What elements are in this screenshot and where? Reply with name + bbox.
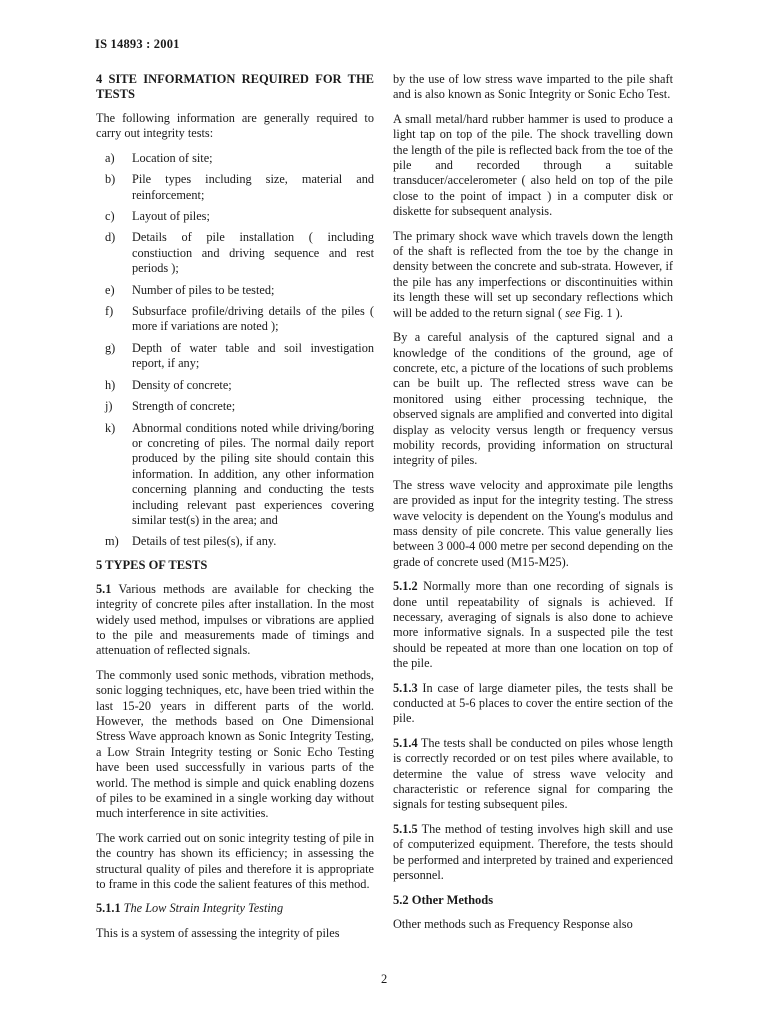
list-item [96, 172, 374, 203]
list-marker: f) [105, 304, 114, 319]
left-column [96, 72, 374, 950]
clause-text: The method of testing involves high skill and use of computerized equipment. Therefore, the tests should be performed and interpreted by trained and experienced personnel. [393, 821, 673, 883]
list-item [96, 209, 374, 224]
text-part: Fig. 1 ). [580, 305, 623, 320]
list-text: Strength of concrete; [132, 399, 236, 414]
list-item [96, 341, 374, 372]
clause-text: In case of large diameter piles, the tests shall be conducted at 5-6 places to cover the entire section of the pile. [393, 680, 673, 726]
text-part: The primary shock wave which travels down the length of the shaft is reflected from the toe by the change in density between the concrete and sub-strata. However, if the pile has any imperfections or discontinuities within its length these will set up secondary reflections which will be added to the return signal ( [393, 228, 673, 320]
clause-5-1 [96, 582, 374, 659]
list-marker: d) [105, 230, 116, 245]
list-item [96, 304, 374, 335]
list-text: Number of piles to be tested; [132, 282, 275, 297]
list-text: Layout of piles; [132, 209, 210, 224]
paragraph-sonic-echo: by the use of low stress wave imparted to the pile shaft and is also known as Sonic Integrity or Sonic Echo Test. [393, 72, 673, 102]
clause-number: 5.1 [96, 581, 112, 596]
list-item [96, 399, 374, 414]
clause-5-1-5 [393, 822, 673, 884]
clause-number: 5.1.2 [393, 579, 418, 594]
clause-text: The tests shall be conducted on piles whose length is correctly recorded or on test piles where available, to determine the value of stress wave velocity and characteristic or reference signal for comparing the signals for testing subsequent piles. [393, 735, 673, 812]
list-marker: b) [105, 172, 116, 187]
list-marker: e) [105, 282, 115, 297]
clause-5-1-3 [393, 681, 673, 727]
clause-number: 5.1.4 [393, 735, 418, 750]
clause-5-1-4 [393, 736, 673, 813]
list-text: Density of concrete; [132, 377, 232, 392]
document-code: IS 14893 : 2001 [95, 37, 180, 51]
list-marker: a) [105, 150, 115, 165]
right-column [393, 72, 673, 941]
clause-5-1-2 [393, 579, 673, 671]
paragraph-velocity: The stress wave velocity and approximate pile lengths are provided as input for the integrity testing. The stress wave velocity is dependent on the Young's modulus and mass density of pile concrete. This value generally lies between 3 000-4 000 metre per second depending on the grade of concrete used (M15-M25). [393, 477, 673, 569]
site-information-list [96, 151, 374, 550]
clause-number: 5.1.5 [393, 821, 418, 836]
paragraph-sonic-methods: The commonly used sonic methods, vibration methods, sonic logging techniques, etc, have been tried within the last 15-20 years in different parts of the world. However, the methods based on One Dimensional Stress Wave approach known as Sonic Integrity Testing, a Low Strain Integrity testing or Sonic Echo Testing have been used successfully in various parts of the world. The method is simple and quick enabling dozens of piles to be examined in a single working day without much interference in site activities. [96, 667, 374, 821]
list-text: Depth of water table and soil investigation report, if any; [132, 340, 374, 371]
list-item [96, 378, 374, 393]
list-item [96, 151, 374, 166]
paragraph-low-strain: This is a system of assessing the integrity of piles [96, 925, 340, 940]
clause-text: Normally more than one recording of signals is done until repeatability of signals is achieved. If necessary, averaging of signals is also done to achieve more informative signals. In a suspected pile the test should be repeated at more than one location on top of the pile. [393, 579, 673, 671]
clause-number: 5.1.3 [393, 680, 418, 695]
clause-text: Various methods are available for checking the integrity of concrete piles after installation. In the most widely used method, impulses or vibrations are applied to the pile and measurements made of timings and attenuation of reflected signals. [96, 581, 374, 658]
list-marker: g) [105, 340, 116, 355]
list-marker: k) [105, 420, 116, 435]
list-marker: c) [105, 209, 115, 224]
clause-5-1-1-heading [96, 901, 374, 916]
section-5-heading: 5 TYPES OF TESTS [96, 557, 208, 572]
list-item [96, 230, 374, 276]
list-text: Abnormal conditions noted while driving/boring or concreting of piles. The normal daily report produced by the piling site should contain this information. In addition, any other information concerning planning and conducting the tests including relevant past experiences covering similar test(s) in the area; and [132, 420, 374, 527]
list-item [96, 283, 374, 298]
list-marker: m) [105, 534, 119, 549]
list-item [96, 421, 374, 529]
page-number: 2 [381, 972, 388, 986]
section-4-intro: The following information are generally required to carry out integrity tests: [96, 111, 374, 141]
list-item [96, 534, 374, 549]
see-reference: see [565, 305, 581, 320]
list-marker: h) [105, 377, 116, 392]
list-text: Pile types including size, material and reinforcement; [132, 172, 374, 202]
paragraph-efficiency: The work carried out on sonic integrity testing of pile in the country has shown its efficiency; in assessing the structural quality of piles and therefore it is appropriate to frame in this code the salient features of this method. [96, 830, 374, 892]
paragraph-shock-wave [393, 229, 673, 321]
clause-title: The Low Strain Integrity Testing [123, 901, 284, 916]
clause-5-2-heading: 5.2 Other Methods [393, 892, 494, 907]
list-text: Details of pile installation ( including constiuction and driving sequence and rest periods ); [132, 230, 374, 276]
clause-number: 5.1.1 [96, 901, 121, 916]
list-text: Details of test piles(s), if any. [132, 534, 277, 549]
list-text: Location of site; [132, 150, 213, 165]
list-text: Subsurface profile/driving details of the piles ( more if variations are noted ); [132, 304, 374, 334]
paragraph-other-methods: Other methods such as Frequency Response also [393, 916, 633, 931]
paragraph-hammer: A small metal/hard rubber hammer is used to produce a light tap on top of the pile. The shock travelling down the length of the pile is reflected back from the toe of the pile and recorded through a suitable transducer/accelerometer ( also held on top of the pile close to the point of impact ) in a computer disk or diskette for subsequent analysis. [393, 111, 673, 219]
list-marker: j) [105, 399, 113, 414]
section-4-heading: 4 SITE INFORMATION REQUIRED FOR THE TESTS [96, 72, 374, 101]
paragraph-analysis: By a careful analysis of the captured signal and a knowledge of the conditions of the ground, age of concrete, etc, a picture of the locations of such problems can be built up. The reflected stress wave can be monitored using either processing technique, the observed signals are amplified and converted into digital display as velocity versus length or frequency versus mobility records, providing information on structural integrity of piles. [393, 330, 673, 468]
